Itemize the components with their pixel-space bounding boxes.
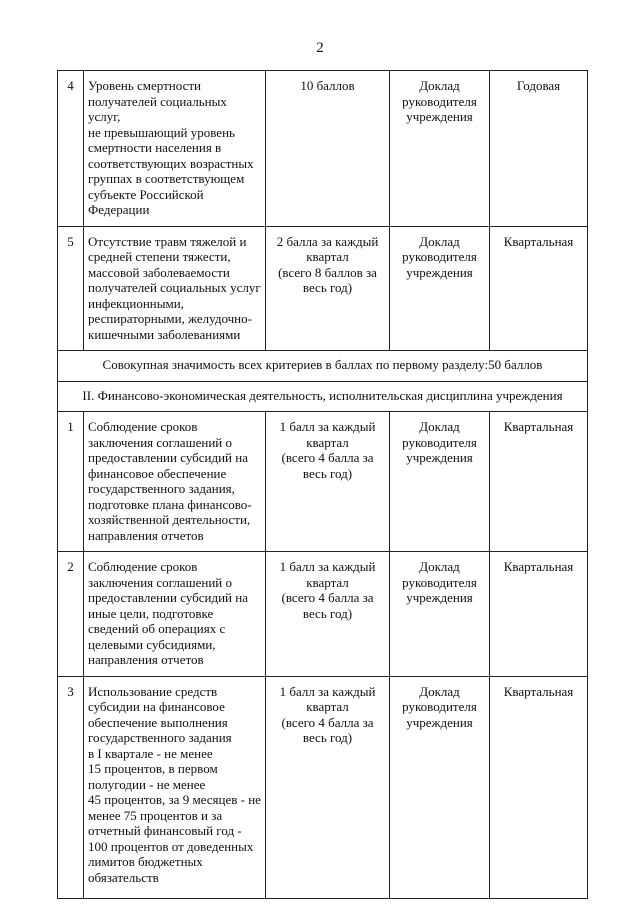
section-heading-row <box>58 381 588 412</box>
row-number: 2 <box>58 552 84 677</box>
criterion-text: Уровень смертности получателей социальных услуг, не превышающий уровень смертности населения в соответствующих возрастных группах в соответствующем субъекте Российской Федерации <box>84 71 266 227</box>
source-text: Доклад руководителя учреждения <box>390 71 490 227</box>
points-text: 2 балла за каждый квартал (всего 8 баллов за весь год) <box>266 226 390 351</box>
table-row <box>58 71 588 227</box>
table-row <box>58 226 588 351</box>
criterion-text: Отсутствие травм тяжелой и средней степени тяжести, массовой заболеваемости получателей социальных услуг инфекционными, респираторными, желудочно- кишечными заболеваниями <box>84 226 266 351</box>
source-text: Доклад руководителя учреждения <box>390 552 490 677</box>
row-number: 3 <box>58 676 84 898</box>
source-text: Доклад руководителя учреждения <box>390 226 490 351</box>
period-text: Годовая <box>490 71 588 227</box>
period-text: Квартальная <box>490 676 588 898</box>
table-row <box>58 676 588 898</box>
points-text: 1 балл за каждый квартал (всего 4 балла за весь год) <box>266 676 390 898</box>
period-text: Квартальная <box>490 552 588 677</box>
criterion-text: Использование средств субсидии на финансовое обеспечение выполнения государственного задания в I квартале - не менее 15 процентов, в первом полугодии - не менее 45 процентов, за 9 месяцев - не менее 75 процентов и за отчетный финансовый год - 100 процентов от доведенных лимитов бюджетных обязательств <box>84 676 266 898</box>
source-text: Доклад руководителя учреждения <box>390 676 490 898</box>
points-text: 1 балл за каждый квартал (всего 4 балла за весь год) <box>266 552 390 677</box>
table-row <box>58 412 588 552</box>
criteria-table <box>57 70 588 899</box>
table-row <box>58 552 588 677</box>
period-text: Квартальная <box>490 412 588 552</box>
section-total-row <box>58 351 588 382</box>
row-number: 1 <box>58 412 84 552</box>
points-text: 1 балл за каждый квартал (всего 4 балла за весь год) <box>266 412 390 552</box>
page-number: 2 <box>316 40 324 56</box>
criterion-text: Соблюдение сроков заключения соглашений о предоставлении субсидий на иные цели, подготовке сведений об операциях с целевыми субсидиями, направления отчетов <box>84 552 266 677</box>
section1-total: Совокупная значимость всех критериев в баллах по первому разделу:50 баллов <box>58 351 588 382</box>
row-number: 4 <box>58 71 84 227</box>
section2-heading: II. Финансово-экономическая деятельность, исполнительская дисциплина учреждения <box>58 381 588 412</box>
row-number: 5 <box>58 226 84 351</box>
criterion-text: Соблюдение сроков заключения соглашений о предоставлении субсидий на финансовое обеспечение государственного задания, подготовке плана финансово- хозяйственной деятельности, направления отчетов <box>84 412 266 552</box>
period-text: Квартальная <box>490 226 588 351</box>
source-text: Доклад руководителя учреждения <box>390 412 490 552</box>
points-text: 10 баллов <box>266 71 390 227</box>
